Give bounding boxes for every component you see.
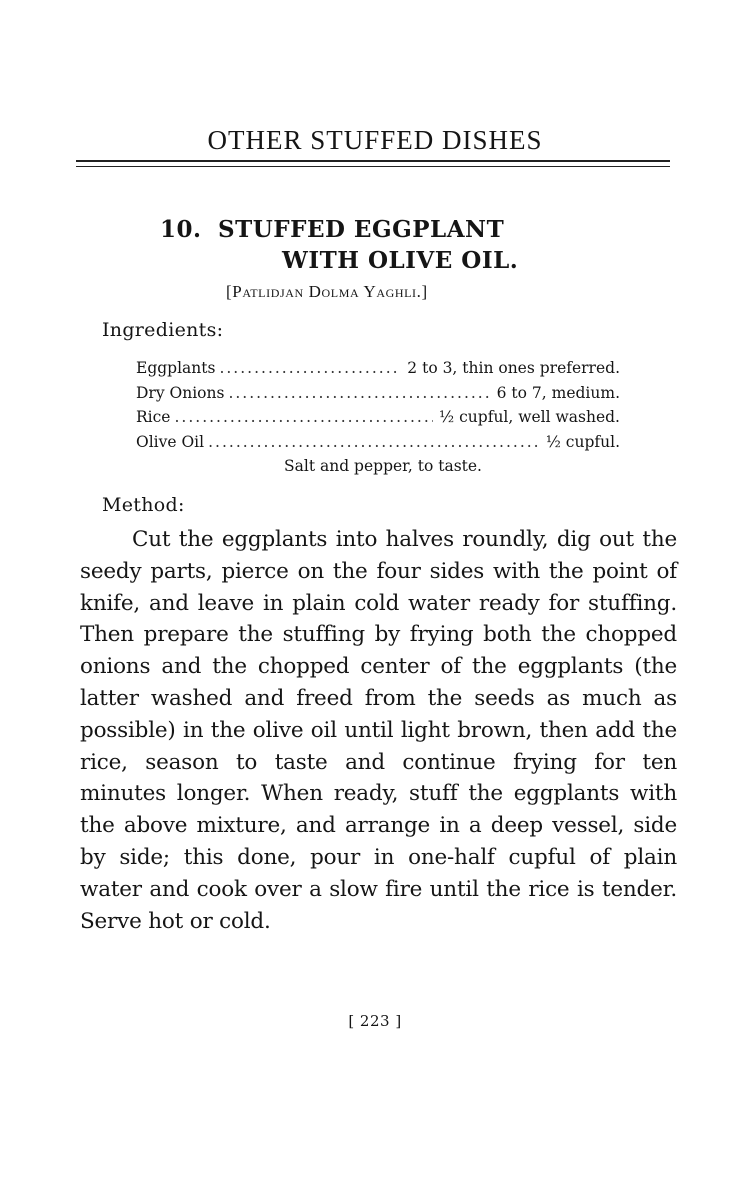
ingredient-quantity: 6 to 7, medium. [496, 383, 620, 402]
ingredient-name: Olive Oil [136, 432, 205, 451]
recipe-title-line-1: STUFFED EGGPLANT [218, 216, 505, 243]
recipe-native-name-text: [Patlidjan Dolma Yaghli.] [226, 282, 428, 301]
ingredient-row [136, 381, 620, 406]
ingredient-quantity: 2 to 3, thin ones preferred. [407, 359, 620, 377]
page-number: [ 223 ] [348, 1012, 402, 1030]
running-head: OTHER STUFFED DISHES [207, 125, 543, 155]
ingredient-row [136, 405, 620, 430]
leader-dots [208, 430, 540, 455]
ingredients-list [136, 356, 620, 479]
ingredient-name: Eggplants [136, 359, 216, 377]
method-paragraph: Cut the eggplants into halves roundly, dig out the seedy parts, pierce on the four sides with the point of knife, and leave in plain cold water ready for stuffing. Then prepare the stuffing by frying both the chopped onions and the chopped center of the eggplants (the latter washed and freed from the seeds as much as possible) in the olive oil until light brown, then add the rice, season to taste and continue frying for ten minutes longer. When ready, stuff the eggplants with the above mixture, and arrange in a deep vessel, side by side; this done, pour in one-half cupful of plain water and cook over a slow fire until the rice is tender. Serve hot or cold. [80, 527, 677, 934]
method-heading: Method: [102, 494, 185, 516]
leader-dots [228, 381, 490, 406]
leader-dots [219, 356, 401, 381]
header-rule-top [76, 160, 670, 162]
ingredient-name: Dry Onions [136, 383, 225, 402]
ingredient-note: Salt and pepper, to taste. [284, 457, 482, 475]
recipe-title [160, 214, 580, 276]
recipe-native-name [226, 282, 428, 302]
ingredient-quantity: ½ cupful, well washed. [439, 408, 620, 426]
ingredient-row [136, 356, 620, 381]
ingredient-quantity: ½ cupful. [545, 432, 620, 451]
ingredient-name: Rice [136, 408, 171, 426]
ingredients-heading: Ingredients: [102, 319, 224, 341]
recipe-title-line-2: WITH OLIVE OIL. [282, 247, 519, 274]
leader-dots [174, 405, 433, 430]
ingredient-row [136, 430, 620, 455]
recipe-number: 10. [160, 216, 202, 243]
header-rule-bottom [76, 166, 670, 167]
